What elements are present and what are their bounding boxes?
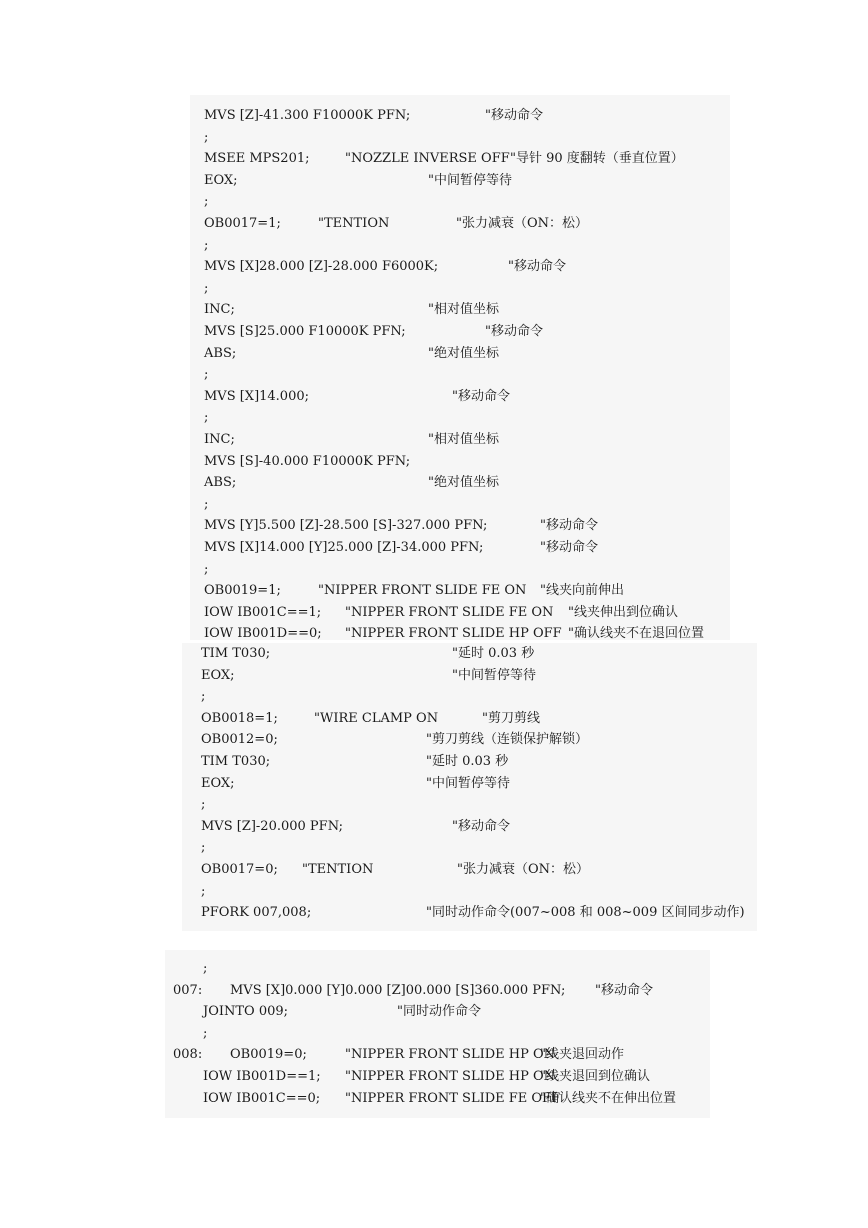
code-line [190,105,730,127]
code-text: MVS [S]25.000 F10000K PFN; [204,324,406,339]
code-line [182,729,757,751]
code-text: ; [204,561,209,577]
comment-text: "移动命令 [485,324,543,339]
comment-text: "中间暂停等待 [428,172,512,188]
code-text: MVS [S]-40.000 F10000K PFN; [204,453,411,469]
comment-text: "移动命令 [452,818,510,834]
code-text: IOW IB001C==0; [203,1090,321,1106]
code-text: EOX; [204,172,238,188]
comment-text: "中间暂停等待 [426,775,510,791]
code-text: ; [201,797,206,813]
comment-text: "线夹退回到位确认 [540,1069,650,1084]
comment-text: "绝对值坐标 [428,475,499,491]
code-line [165,1044,710,1066]
code-text: ; [204,496,209,512]
line-label: 007: [173,982,203,998]
code-text: TIM T030; [201,754,271,769]
code-text: EOX; [201,775,235,791]
code-line [182,794,757,816]
code-text: OB0019=0; [230,1047,307,1063]
code-line [190,623,730,645]
comment-text: "张力减衰（ON：松） [456,216,589,231]
code-line [182,708,757,730]
code-text: ; [201,883,206,899]
comment-text: "相对值坐标 [428,302,499,318]
signal-name: "NIPPER FRONT SLIDE FE OFF [345,1090,561,1106]
code-text: MVS [Y]5.500 [Z]-28.500 [S]-327.000 PFN; [204,518,488,534]
comment-text: "剪刀剪线（连锁保护解锁） [426,732,588,748]
signal-name: "TENTION [318,216,390,231]
code-text: IOW IB001D==0; [204,626,322,642]
code-text: ; [201,689,206,705]
comment-text: "相对值坐标 [428,432,499,447]
code-block-3 [165,950,710,1118]
code-text: MVS [X]14.000; [204,388,310,404]
line-label: 008: [173,1047,203,1063]
code-text: OB0018=1; [201,710,278,726]
signal-name: "NIPPER FRONT SLIDE FE ON [345,604,554,620]
code-line [190,407,730,429]
code-text: IOW IB001D==1; [203,1069,321,1084]
code-text: TIM T030; [201,646,271,661]
code-text: ABS; [204,345,237,361]
code-line [182,751,757,773]
comment-text: "导针 90 度翻转（垂直位置） [510,151,684,167]
code-line [165,958,710,980]
code-line [190,321,730,343]
code-line [190,278,730,300]
code-text: ; [203,961,208,976]
code-line [182,643,757,665]
code-line [190,148,730,170]
comment-text: "线夹向前伸出 [540,583,624,599]
code-line [182,837,757,859]
code-text: MVS [Z]-20.000 PFN; [201,818,343,834]
code-text: OB0019=1; [204,583,281,599]
comment-text: "线夹退回动作 [540,1047,624,1063]
comment-text: "移动命令 [540,518,598,534]
comment-text: "移动命令 [540,540,598,555]
code-line [190,386,730,408]
code-line [182,665,757,687]
code-line [190,537,730,559]
code-text: ; [201,840,206,856]
comment-text: "延时 0.03 秒 [452,646,535,661]
code-line [190,343,730,365]
code-block-2 [182,643,757,931]
comment-text: "剪刀剪线 [482,710,540,726]
code-text: OB0017=0; [201,862,278,877]
signal-name: "NIPPER FRONT SLIDE FE ON [318,583,527,599]
code-text: ; [204,367,209,383]
code-line [190,170,730,192]
code-text: ; [204,410,209,426]
signal-name: "NIPPER FRONT SLIDE HP ON [345,1047,556,1063]
code-text: PFORK 007,008; [201,905,312,921]
code-line [165,980,710,1002]
code-line [190,494,730,516]
code-line [165,1001,710,1023]
code-text: EOX; [201,667,235,683]
code-text: JOINTO 009; [203,1004,289,1020]
code-line [182,816,757,838]
code-line [165,1088,710,1110]
code-text: OB0017=1; [204,216,281,231]
signal-name: "TENTION [302,862,374,877]
code-line [165,1066,710,1088]
code-line [190,299,730,321]
code-line [190,580,730,602]
code-line [190,602,730,624]
comment-text: "同时动作命令(007~008 和 008~009 区间同步动作) [426,905,745,921]
comment-text: "线夹伸出到位确认 [568,604,678,620]
code-line [190,559,730,581]
comment-text: "移动命令 [508,259,566,275]
code-line [190,127,730,149]
code-line [190,256,730,278]
comment-text: "确认线夹不在退回位置 [568,626,704,642]
code-line [190,515,730,537]
code-text: MVS [X]0.000 [Y]0.000 [Z]00.000 [S]360.000 PFN; [230,982,566,998]
code-line [190,451,730,473]
comment-text: "同时动作命令 [397,1004,481,1020]
code-text: INC; [204,432,235,447]
code-text: MVS [X]14.000 [Y]25.000 [Z]-34.000 PFN; [204,540,484,555]
code-text: IOW IB001C==1; [204,604,322,620]
code-line [190,191,730,213]
comment-text: "移动命令 [485,108,543,123]
signal-name: "NIPPER FRONT SLIDE HP ON [345,1069,556,1084]
code-text: ; [204,194,209,210]
code-line [190,235,730,257]
signal-name: "NIPPER FRONT SLIDE HP OFF [345,626,562,642]
code-text: ABS; [204,475,237,491]
code-line [182,686,757,708]
code-line [190,472,730,494]
signal-name: "NOZZLE INVERSE OFF [345,151,510,167]
comment-text: "确认线夹不在伸出位置 [540,1090,676,1106]
code-line [182,902,757,924]
comment-text: "绝对值坐标 [428,345,499,361]
code-line [165,1023,710,1045]
code-text: OB0012=0; [201,732,278,748]
code-text: ; [203,1025,208,1041]
code-line [190,429,730,451]
code-line [182,859,757,881]
code-text: ; [204,280,209,296]
code-block-1 [190,95,730,640]
code-text: ; [204,237,209,253]
code-line [182,881,757,903]
code-text: MVS [Z]-41.300 F10000K PFN; [204,108,411,123]
code-line [190,364,730,386]
comment-text: "延时 0.03 秒 [426,754,509,769]
comment-text: "张力减衰（ON：松） [457,862,590,877]
comment-text: "移动命令 [452,388,510,404]
comment-text: "移动命令 [595,982,653,998]
code-text: ; [204,129,209,145]
code-line [190,213,730,235]
signal-name: "WIRE CLAMP ON [314,710,439,726]
code-text: INC; [204,302,235,318]
code-text: MSEE MPS201; [204,151,310,167]
code-text: MVS [X]28.000 [Z]-28.000 F6000K; [204,259,439,275]
comment-text: "中间暂停等待 [452,667,536,683]
code-line [182,773,757,795]
